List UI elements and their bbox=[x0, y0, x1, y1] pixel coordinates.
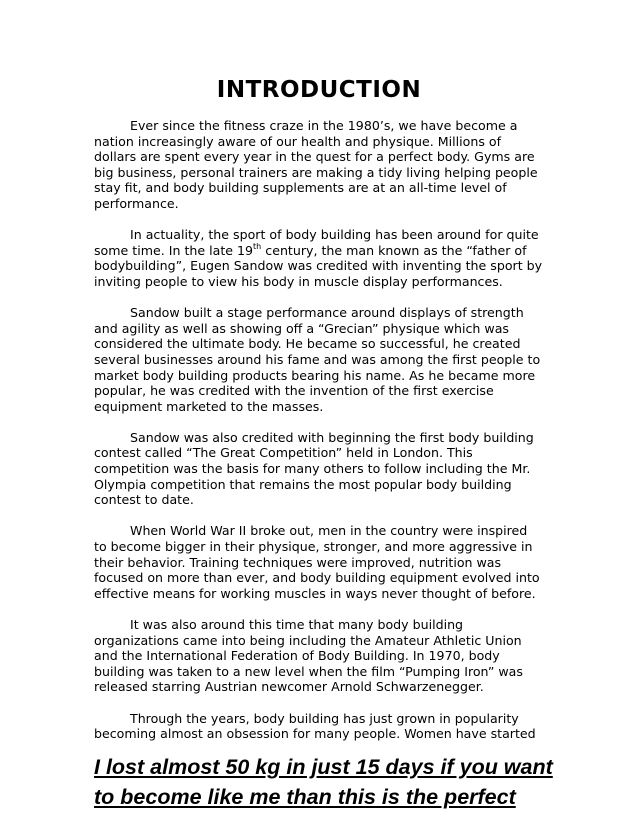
text-line: released starring Austrian newcomer Arnold Schwarzenegger. bbox=[94, 679, 484, 695]
paragraph-4 bbox=[94, 430, 546, 508]
document-body bbox=[94, 118, 546, 757]
paragraph-2 bbox=[94, 227, 546, 289]
promo-line[interactable]: to become like me than this is the perfect bbox=[94, 785, 516, 809]
text-line: and agility as well as showing off a “Grecian” physique which was bbox=[94, 320, 509, 336]
text-fragment: century, the man known as the “father of bbox=[261, 242, 527, 258]
text-line: becoming almost an obsession for many people. Women have started bbox=[94, 726, 536, 742]
text-line: organizations came into being including the Amateur Athletic Union bbox=[94, 632, 522, 648]
promo-link[interactable] bbox=[94, 752, 614, 812]
text-line: bodybuilding”, Eugen Sandow was credited with inventing the sport by bbox=[94, 258, 543, 274]
text-line: stay fit, and body building supplements are at an all-time level of bbox=[94, 180, 507, 196]
text-line bbox=[94, 243, 546, 259]
paragraph-7 bbox=[94, 711, 546, 742]
text-line: inviting people to view his body in muscle display performances. bbox=[94, 273, 503, 289]
superscript: th bbox=[253, 241, 262, 251]
text-line: popular, he was credited with the invention of the first exercise bbox=[94, 383, 494, 399]
text-line: effective means for working muscles in ways never thought of before. bbox=[94, 585, 536, 601]
paragraph-1 bbox=[94, 118, 546, 212]
text-line: several businesses around his fame and was among the first people to bbox=[94, 351, 541, 367]
paragraph-3 bbox=[94, 305, 546, 414]
text-line: contest called “The Great Competition” held in London. This bbox=[94, 445, 473, 461]
text-line: When World War II broke out, men in the country were inspired bbox=[130, 523, 528, 539]
text-fragment: some time. In the late 19 bbox=[94, 242, 254, 258]
text-line: Sandow was also credited with beginning the first body building bbox=[130, 429, 534, 445]
text-line: focused on more than ever, and body building equipment evolved into bbox=[94, 570, 540, 586]
text-line: Ever since the fitness craze in the 1980’s, we have become a bbox=[130, 118, 518, 133]
text-line: building was taken to a new level when the film “Pumping Iron” was bbox=[94, 663, 523, 679]
text-line: In actuality, the sport of body building has been around for quite bbox=[130, 227, 539, 243]
text-line: Olympia competition that remains the most popular body building bbox=[94, 476, 512, 492]
text-line: and the International Federation of Body Building. In 1970, body bbox=[94, 648, 500, 664]
text-line: contest to date. bbox=[94, 492, 194, 508]
paragraph-5 bbox=[94, 523, 546, 601]
text-line: competition was the basis for many others to follow including the Mr. bbox=[94, 461, 531, 477]
text-line: It was also around this time that many body building bbox=[130, 617, 464, 632]
text-line: their behavior. Training techniques were improved, nutrition was bbox=[94, 554, 502, 570]
paragraph-6 bbox=[94, 617, 546, 695]
text-line: market body building products bearing his name. As he became more bbox=[94, 367, 536, 383]
promo-line[interactable]: I lost almost 50 kg in just 15 days if you want bbox=[94, 755, 553, 779]
text-line: big business, personal trainers are making a tidy living helping people bbox=[94, 164, 538, 180]
text-line: nation increasingly aware of our health and physique. Millions of bbox=[94, 133, 502, 149]
text-line: dollars are spent every year in the quest for a perfect body. Gyms are bbox=[94, 149, 535, 165]
text-line: considered the ultimate body. He became so successful, he created bbox=[94, 336, 521, 352]
text-line: to become bigger in their physique, stronger, and more aggressive in bbox=[94, 539, 533, 555]
text-line: performance. bbox=[94, 195, 179, 211]
text-line: Through the years, body building has just grown in popularity bbox=[130, 710, 519, 726]
text-line: Sandow built a stage performance around displays of strength bbox=[130, 305, 524, 321]
text-line: equipment marketed to the masses. bbox=[94, 398, 324, 414]
page-title: INTRODUCTION bbox=[216, 77, 422, 103]
